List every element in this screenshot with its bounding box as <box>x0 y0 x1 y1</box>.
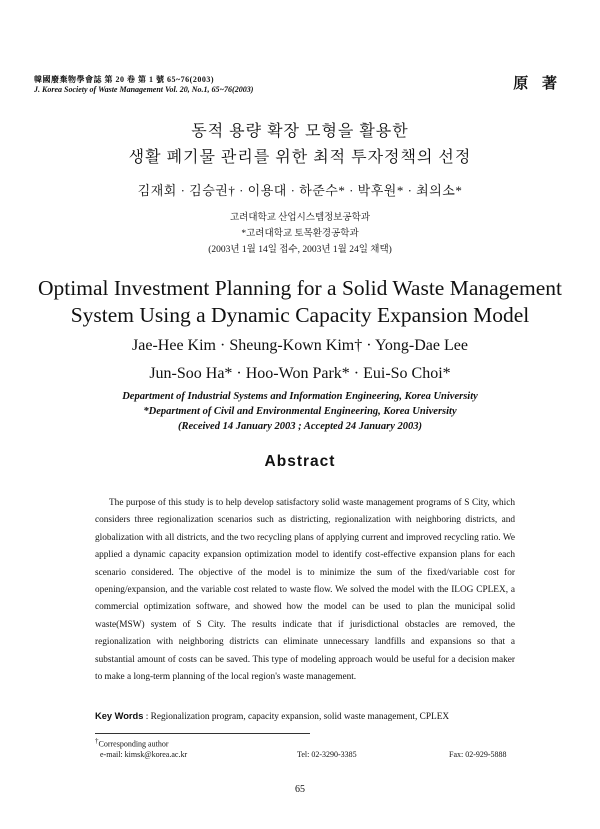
footnote-tel: Tel: 02-3290-3385 <box>297 750 357 759</box>
footnote-corresponding-label: Corresponding author <box>98 739 169 749</box>
english-title-line-2: System Using a Dynamic Capacity Expansion Model <box>70 303 530 327</box>
korean-affiliation-1: 고려대학교 산업시스템정보공학과 <box>229 213 371 223</box>
keywords <box>95 711 449 722</box>
english-authors-line-2: Jun-Soo Ha* · Hoo-Won Park* · Eui-So Choi* <box>149 365 451 382</box>
english-title-line-1: Optimal Investment Planning for a Solid Waste Management <box>38 276 562 300</box>
abstract-heading: Abstract <box>264 453 336 470</box>
journal-citation-english: J. Korea Society of Waste Management Vol. 20, No.1, 65~76(2003) <box>34 85 254 94</box>
footnote-marker: † <box>95 737 99 745</box>
page-number: 65 <box>295 784 305 795</box>
english-affiliation-2: *Department of Civil and Environmental Engineering, Korea University <box>143 406 457 417</box>
english-affiliation-1: Department of Industrial Systems and Information Engineering, Korea University <box>122 391 478 402</box>
korean-title-line-1: 동적 용량 확장 모형을 활용한 <box>191 123 409 140</box>
footnote-fax: Fax: 02-929-5888 <box>449 750 507 759</box>
keywords-text: : Regionalization program, capacity expansion, solid waste management, CPLEX <box>143 712 450 722</box>
keywords-label: Key Words <box>95 711 144 721</box>
korean-authors: 김재회 · 김승권† · 이용대 · 하준수* · 박후원* · 최의소* <box>137 183 463 198</box>
journal-citation-korean: 韓國廢棄物學會誌 第 20 卷 第 1 號 65~76(2003) <box>34 75 214 84</box>
article-type-badge: 原 著 <box>513 76 562 92</box>
footnote-email: e-mail: kimsk@korea.ac.kr <box>100 750 188 759</box>
korean-title-line-2: 생활 폐기물 관리를 위한 최적 투자정책의 선정 <box>128 149 472 166</box>
korean-affiliation-2: *고려대학교 토목환경공학과 <box>241 229 359 239</box>
korean-dates: (2003년 1월 14일 접수, 2003년 1월 24일 채택) <box>208 245 392 255</box>
english-authors-line-1: Jae-Hee Kim · Sheung-Kown Kim† · Yong-Dae Lee <box>132 337 468 354</box>
footnote-divider <box>95 733 310 734</box>
english-dates: (Received 14 January 2003 ; Accepted 24 January 2003) <box>178 421 422 432</box>
footnote-corresponding <box>95 737 169 749</box>
abstract-body: The purpose of this study is to help develop satisfactory solid waste management programs of S City, which considers three regionalization scenarios such as districting, regionalization with neighboring districts, and globalization with all districts, and the two recycling plans of applying current and improved recycling ratio. We applied a dynamic capacity expansion optimization model to identify cost-effective expansion plans for each scenario considered. The objective of the model is to minimize the sum of the fixed/variable cost for opening/expansion, and the variable cost related to waste flow. We solved the model with the ILOG CPLEX, a commercial optimization software, and showed how the model can be used to plan the municipal solid waste(MSW) system of S City. The results indicate that if jurisdictional obstacles are removed, the regionalization with neighboring districts can eliminate unnecessary landfills and expansions so that a substantial amount of costs can be saved. This type of modeling approach would be useful for a decision maker to make a long-term planning of the local region's waste management. <box>95 498 515 683</box>
